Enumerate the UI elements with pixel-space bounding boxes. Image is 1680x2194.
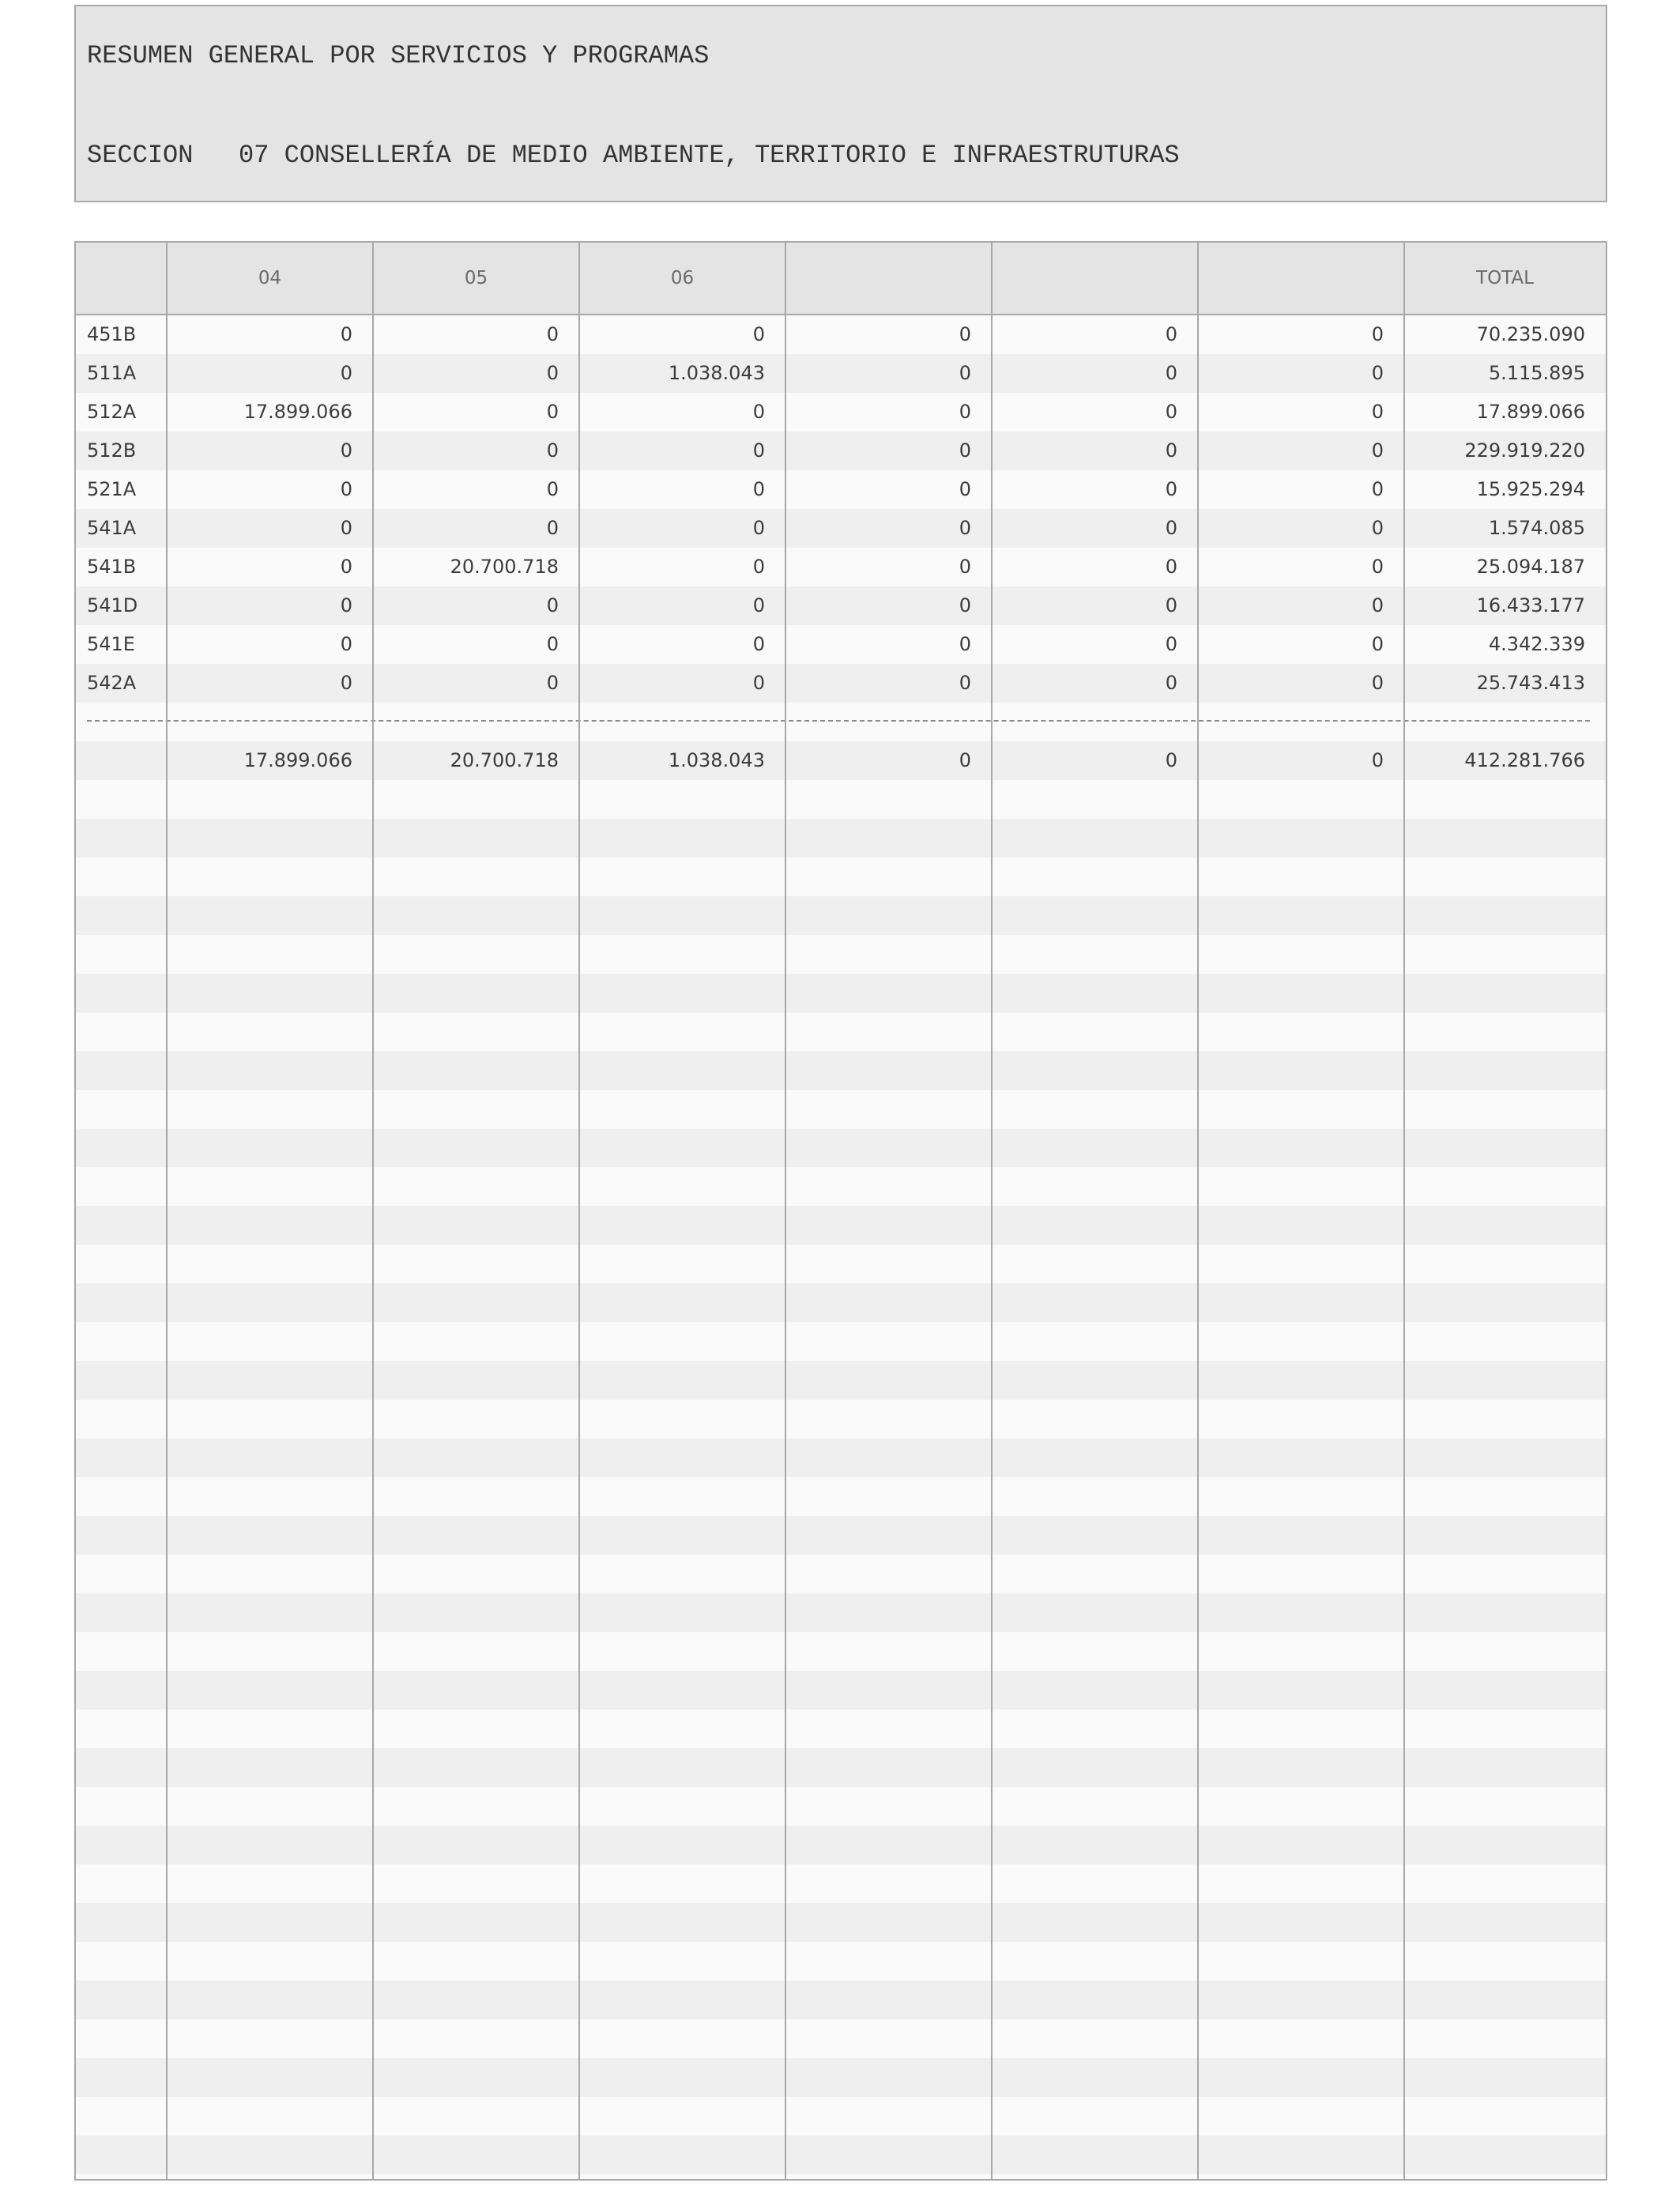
cell-value: 0	[1371, 672, 1384, 694]
row-stripe	[76, 1826, 1606, 1864]
cell-value: 16.433.177	[1476, 594, 1585, 616]
cell-value: 17.899.066	[243, 401, 352, 423]
cell-value: 0	[752, 672, 765, 694]
cell-value: 0	[1165, 401, 1177, 423]
cell-value: 0	[1371, 478, 1384, 500]
column-divider	[991, 243, 993, 2179]
cell-value: 0	[546, 362, 559, 384]
row-stripe	[76, 1981, 1606, 2019]
row-stripe	[76, 1361, 1606, 1400]
totals-separator	[87, 720, 1590, 722]
cell-value: 0	[1165, 517, 1177, 539]
row-stripe	[76, 1671, 1606, 1710]
cell-value: 0	[1165, 556, 1177, 578]
cell-value: 0	[752, 323, 765, 345]
cell-value: 0	[1371, 633, 1384, 655]
program-code: 512B	[87, 439, 137, 462]
section-label: SECCION	[87, 141, 194, 170]
column-header-5	[992, 243, 1198, 314]
cell-value: 0	[1371, 439, 1384, 462]
row-stripe	[76, 1593, 1606, 1632]
program-code: 511A	[87, 362, 137, 384]
cell-value: 20.700.718	[450, 749, 559, 771]
table-row	[76, 548, 1606, 586]
column-header-3: 06	[670, 268, 695, 288]
cell-value: 0	[1371, 556, 1384, 578]
column-header-7: TOTAL	[1476, 268, 1534, 288]
cell-value: 0	[340, 478, 352, 500]
cell-value: 0	[752, 401, 765, 423]
cell-value: 0	[1371, 323, 1384, 345]
cell-value: 0	[1165, 594, 1177, 616]
cell-value: 25.743.413	[1476, 672, 1585, 694]
cell-value: 17.899.066	[1476, 401, 1585, 423]
table-row	[76, 625, 1606, 664]
cell-value: 0	[340, 439, 352, 462]
summary-table	[74, 241, 1607, 2181]
section-line	[87, 141, 1180, 170]
cell-value: 0	[959, 439, 971, 462]
row-stripe	[76, 1516, 1606, 1555]
row-stripe	[76, 1206, 1606, 1245]
cell-value: 0	[340, 633, 352, 655]
cell-value: 70.235.090	[1476, 323, 1585, 345]
cell-value: 1.038.043	[668, 749, 765, 771]
column-divider	[785, 243, 786, 2179]
cell-value: 0	[959, 556, 971, 578]
cell-value: 0	[959, 672, 971, 694]
program-code: 541E	[87, 633, 135, 655]
table-row	[76, 470, 1606, 509]
cell-value: 0	[1371, 401, 1384, 423]
row-stripe	[76, 974, 1606, 1012]
cell-value: 0	[1371, 594, 1384, 616]
column-divider	[166, 243, 168, 2179]
cell-value: 0	[752, 517, 765, 539]
row-stripe	[76, 1051, 1606, 1090]
cell-value: 17.899.066	[243, 749, 352, 771]
table-header	[76, 243, 1606, 315]
cell-value: 1.038.043	[668, 362, 765, 384]
cell-value: 0	[752, 439, 765, 462]
cell-value: 0	[546, 672, 559, 694]
column-header-4	[785, 243, 992, 314]
cell-value: 0	[546, 439, 559, 462]
row-stripe	[76, 819, 1606, 858]
cell-value: 0	[546, 594, 559, 616]
cell-value: 0	[546, 478, 559, 500]
program-code: 451B	[87, 323, 137, 345]
cell-value: 0	[340, 556, 352, 578]
row-stripe	[76, 2136, 1606, 2174]
column-header-0	[76, 243, 167, 314]
column-header-6	[1198, 243, 1404, 314]
column-divider	[372, 243, 374, 2179]
column-header-1: 04	[258, 268, 282, 288]
cell-value: 25.094.187	[1476, 556, 1585, 578]
cell-value: 0	[959, 633, 971, 655]
cell-value: 0	[340, 323, 352, 345]
cell-value: 0	[340, 594, 352, 616]
cell-value: 0	[959, 517, 971, 539]
column-divider	[1197, 243, 1199, 2179]
cell-value: 0	[1371, 517, 1384, 539]
section-value: 07 CONSELLERÍA DE MEDIO AMBIENTE, TERRITORIO E INFRAESTRUTURAS	[239, 141, 1180, 170]
program-code: 541D	[87, 594, 138, 616]
program-code: 541A	[87, 517, 137, 539]
cell-value: 0	[1165, 478, 1177, 500]
report-title: RESUMEN GENERAL POR SERVICIOS Y PROGRAMAS	[87, 41, 710, 70]
cell-value: 0	[752, 594, 765, 616]
cell-value: 0	[752, 633, 765, 655]
cell-value: 0	[1165, 323, 1177, 345]
cell-value: 0	[546, 323, 559, 345]
row-stripe	[76, 1903, 1606, 1942]
cell-value: 0	[1371, 362, 1384, 384]
cell-value: 0	[752, 478, 765, 500]
cell-value: 0	[1165, 439, 1177, 462]
cell-value: 0	[546, 633, 559, 655]
cell-value: 0	[1165, 633, 1177, 655]
cell-value: 4.342.339	[1488, 633, 1585, 655]
table-row	[76, 586, 1606, 625]
report-header	[74, 5, 1607, 202]
cell-value: 229.919.220	[1464, 439, 1585, 462]
table-row	[76, 393, 1606, 432]
table-row	[76, 509, 1606, 548]
cell-value: 0	[340, 362, 352, 384]
table-row	[76, 664, 1606, 703]
cell-value: 0	[1165, 672, 1177, 694]
row-stripe	[76, 1129, 1606, 1167]
cell-value: 412.281.766	[1464, 749, 1585, 771]
cell-value: 0	[959, 749, 971, 771]
column-header-2: 05	[464, 268, 488, 288]
row-stripe	[76, 1284, 1606, 1322]
cell-value: 0	[1165, 362, 1177, 384]
cell-value: 0	[959, 594, 971, 616]
program-code: 541B	[87, 556, 137, 578]
cell-value: 20.700.718	[450, 556, 559, 578]
table-row	[76, 432, 1606, 470]
column-divider	[578, 243, 580, 2179]
cell-value: 0	[340, 517, 352, 539]
row-stripe	[76, 2058, 1606, 2097]
totals-row	[76, 741, 1606, 780]
cell-value: 1.574.085	[1488, 517, 1585, 539]
cell-value: 0	[340, 672, 352, 694]
cell-value: 0	[1165, 749, 1177, 771]
row-stripe	[76, 1748, 1606, 1787]
cell-value: 0	[752, 556, 765, 578]
column-divider	[1403, 243, 1405, 2179]
program-code: 542A	[87, 672, 137, 694]
cell-value: 0	[1371, 749, 1384, 771]
row-stripe	[76, 1438, 1606, 1477]
cell-value: 0	[959, 323, 971, 345]
cell-value: 5.115.895	[1488, 362, 1585, 384]
cell-value: 0	[959, 362, 971, 384]
cell-value: 0	[546, 517, 559, 539]
cell-value: 0	[546, 401, 559, 423]
program-code: 512A	[87, 401, 137, 423]
cell-value: 0	[959, 401, 971, 423]
row-stripe	[76, 896, 1606, 935]
cell-value: 0	[959, 478, 971, 500]
cell-value: 15.925.294	[1476, 478, 1585, 500]
table-row	[76, 315, 1606, 354]
program-code: 521A	[87, 478, 137, 500]
table-row	[76, 354, 1606, 393]
